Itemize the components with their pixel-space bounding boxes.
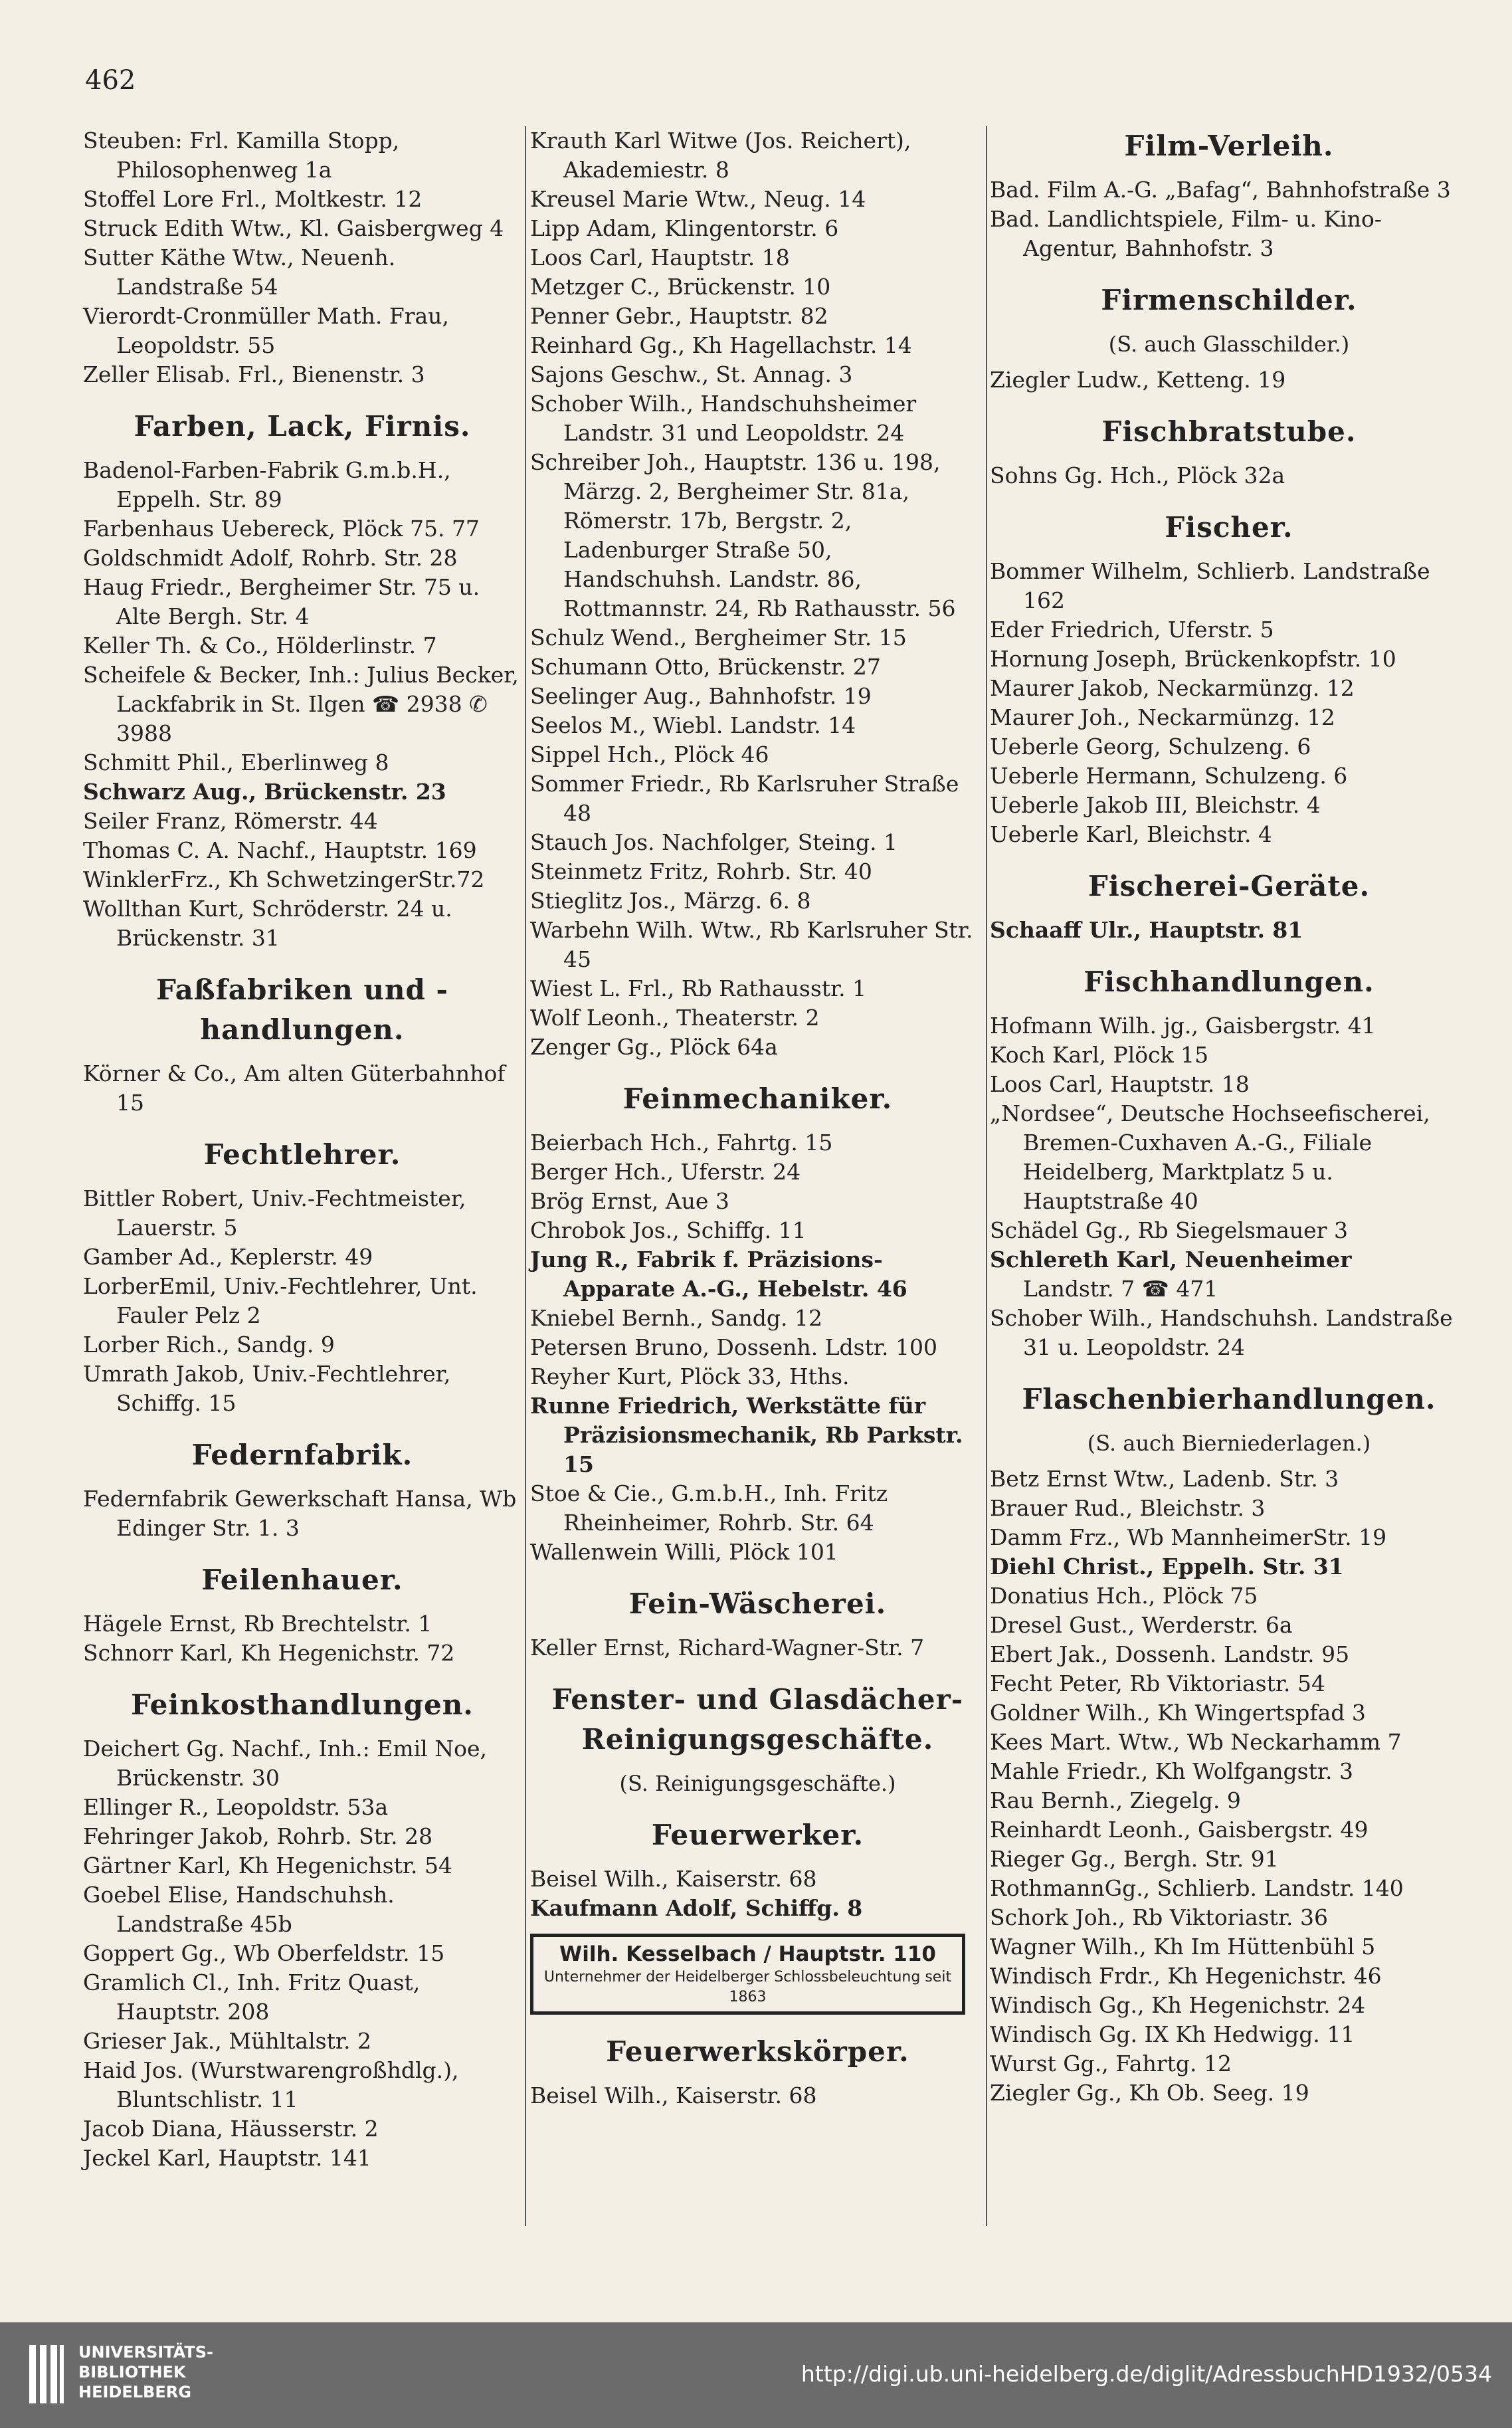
section-heading: Feuerwerker. [651, 1819, 864, 1851]
directory-entry: Schober Wilh., Handschuhsheimer Landstr. 31 und Leopoldstr. 24 [530, 391, 917, 446]
cross-reference-note: (S. Reinigungsgeschäfte.) [619, 1771, 896, 1796]
directory-entry: Hägele Ernst, Rb Brechtelstr. 1 [83, 1611, 432, 1637]
section-heading: Firmenschilder. [1101, 284, 1357, 316]
entry-bold: Schlereth Karl, Neuenheimer [990, 1247, 1352, 1272]
directory-entry: RothmannGg., Schlierb. Landstr. 140 [990, 1875, 1404, 1901]
directory-entry: Bad. Film A.-G. „Bafag“, Bahnhofstraße 3 [990, 177, 1451, 203]
column-divider [525, 126, 526, 2226]
directory-entry: Sohns Gg. Hch., Plöck 32a [990, 462, 1285, 488]
directory-entry: Deichert Gg. Nachf., Inh.: Emil Noe, Brückenstr. 30 [83, 1736, 487, 1791]
directory-entry: Wiest L. Frl., Rb Rathausstr. 1 [530, 975, 867, 1001]
directory-entry: Schulz Wend., Bergheimer Str. 15 [530, 625, 907, 651]
entry-list [83, 1609, 521, 1668]
directory-entry: Bommer Wilhelm, Schlierb. Landstraße 162 [990, 558, 1430, 613]
directory-entry: Ueberle Jakob III, Bleichstr. 4 [990, 792, 1321, 818]
directory-entry: Ebert Jak., Dossenh. Landstr. 95 [990, 1641, 1350, 1667]
entry-list [530, 1479, 985, 1567]
directory-entry: Seiler Franz, Römerstr. 44 [83, 808, 378, 834]
directory-entry: Zenger Gg., Plöck 64a [530, 1034, 778, 1060]
entry-list [530, 1128, 985, 1245]
entry-list [990, 1465, 1468, 1552]
directory-entry: Jacob Diana, Häusserstr. 2 [83, 2116, 379, 2142]
library-footer [0, 2322, 1512, 2428]
directory-entry: Kniebel Bernh., Sandg. 12 [530, 1305, 822, 1331]
column-2 [530, 126, 985, 2110]
directory-entry: Thomas C. A. Nachf., Hauptstr. 169 [83, 837, 477, 863]
directory-entry: Lorber Rich., Sandg. 9 [83, 1332, 335, 1358]
directory-entry: Wolf Leonh., Theaterstr. 2 [530, 1005, 820, 1031]
directory-entry: Schnorr Karl, Kh Hegenichstr. 72 [83, 1640, 455, 1666]
section-heading: Feinkosthandlungen. [131, 1688, 474, 1721]
directory-entry: Goldner Wilh., Kh Wingertspfad 3 [990, 1700, 1366, 1726]
directory-entry: Seelinger Aug., Bahnhofstr. 19 [530, 683, 872, 709]
directory-entry: Grieser Jak., Mühltalstr. 2 [83, 2028, 371, 2054]
directory-entry: Goebel Elise, Handschuhsh. Landstraße 45b [83, 1882, 395, 1937]
directory-entry: Bad. Landlichtspiele, Film- u. Kino-Agentur, Bahnhofstr. 3 [990, 206, 1382, 261]
directory-entry: Hornung Joseph, Brückenkopfstr. 10 [990, 646, 1396, 672]
library-name-line: BIBLIOTHEK [78, 2363, 186, 2381]
directory-entry: „Nordsee“, Deutsche Hochseefischerei, Bremen-Cuxhaven A.-G., Filiale Heidelberg, Marktplatz 5 u. Hauptstraße 40 [990, 1100, 1430, 1214]
entry-list [990, 175, 1468, 263]
directory-entry: Kees Mart. Wtw., Wb Neckarhamm 7 [990, 1729, 1402, 1755]
directory-entry: Mahle Friedr., Kh Wolfgangstr. 3 [990, 1758, 1353, 1784]
directory-entry: Stieglitz Jos., Märzg. 6. 8 [530, 888, 811, 914]
directory-entry: Metzger C., Brückenstr. 10 [530, 274, 831, 300]
directory-entry: Fehringer Jakob, Rohrb. Str. 28 [83, 1823, 433, 1849]
library-logo-icon [27, 2341, 66, 2407]
directory-entry: Ueberle Georg, Schulzeng. 6 [990, 734, 1311, 759]
directory-entry: Windisch Gg. IX Kh Hedwigg. 11 [990, 2021, 1355, 2047]
directory-entry: Fecht Peter, Rb Viktoriastr. 54 [990, 1670, 1325, 1696]
directory-entry: Stoffel Lore Frl., Moltkestr. 12 [83, 186, 423, 212]
entry-list [530, 2081, 985, 2110]
directory-entry: Wallenwein Willi, Plöck 101 [530, 1539, 838, 1565]
section-heading: Feinmechaniker. [622, 1082, 893, 1115]
directory-entry: Goldschmidt Adolf, Rohrb. Str. 28 [83, 545, 458, 571]
cross-reference-note: (S. auch Glasschilder.) [1108, 332, 1350, 357]
entry-list [83, 1184, 521, 1418]
directory-entry: Wurst Gg., Fahrtg. 12 [990, 2051, 1232, 2076]
directory-entry: Rau Bernh., Ziegelg. 9 [990, 1787, 1241, 1813]
section-heading: Faßfabriken und -handlungen. [156, 973, 448, 1046]
entry-bold: Runne Friedrich, Werkstätte für Präzisionsmechanik, Rb Parkstr. 15 [530, 1393, 963, 1477]
entry-list [83, 456, 521, 777]
directory-entry: Sommer Friedr., Rb Karlsruher Straße 48 [530, 771, 959, 826]
entry-list [83, 1059, 521, 1118]
directory-entry: Rieger Gg., Bergh. Str. 91 [990, 1846, 1279, 1872]
entry-list [530, 1304, 985, 1391]
column-divider [986, 126, 987, 2226]
directory-entry: Kreusel Marie Wtw., Neug. 14 [530, 186, 866, 212]
directory-entry: Ziegler Ludw., Ketteng. 19 [990, 367, 1286, 393]
source-url-link[interactable]: http://digi.ub.uni-heidelberg.de/diglit/AdressbuchHD1932/0534 [801, 2361, 1492, 2387]
section-heading: Fischbratstube. [1101, 415, 1357, 448]
directory-entry: Loos Carl, Hauptstr. 18 [990, 1071, 1250, 1097]
directory-entry: Wollthan Kurt, Schröderstr. 24 u. Brückenstr. 31 [83, 896, 452, 951]
section-heading: Fechtlehrer. [203, 1138, 401, 1171]
directory-entry: Scheifele & Becker, Inh.: Julius Becker, Lackfabrik in St. Ilgen ☎ 2938 ✆ 3988 [83, 662, 519, 746]
directory-entry: Betz Ernst Wtw., Ladenb. Str. 3 [990, 1466, 1339, 1492]
directory-entry: Zeller Elisab. Frl., Bienenstr. 3 [83, 361, 425, 387]
directory-entry: Badenol-Farben-Fabrik G.m.b.H., Eppelh. Str. 89 [83, 457, 451, 512]
directory-entry: Penner Gebr., Hauptstr. 82 [530, 303, 828, 329]
entry-list [990, 1011, 1468, 1245]
directory-entry: Hofmann Wilh. jg., Gaisbergstr. 41 [990, 1013, 1376, 1039]
library-name-line: HEIDELBERG [78, 2383, 191, 2401]
library-name-line: UNIVERSITÄTS- [78, 2343, 214, 2362]
section-heading: Fischhandlungen. [1084, 965, 1374, 998]
directory-entry: Reinhardt Leonh., Gaisbergstr. 49 [990, 1817, 1369, 1843]
entry-list [990, 557, 1468, 849]
directory-entry: Petersen Bruno, Dossenh. Ldstr. 100 [530, 1334, 937, 1360]
directory-entry: Ellinger R., Leopoldstr. 53a [83, 1794, 389, 1820]
directory-entry: LorberEmil, Univ.-Fechtlehrer, Unt. Fauler Pelz 2 [83, 1273, 478, 1328]
section-heading: Federnfabrik. [191, 1439, 413, 1471]
directory-entry: Loos Carl, Hauptstr. 18 [530, 245, 790, 270]
directory-entry: Ueberle Karl, Bleichstr. 4 [990, 821, 1272, 847]
directory-entry: Bittler Robert, Univ.-Fechtmeister, Lauerstr. 5 [83, 1185, 466, 1241]
directory-entry: Beierbach Hch., Fahrtg. 15 [530, 1130, 833, 1156]
directory-entry: Reyher Kurt, Plöck 33, Hths. [530, 1364, 850, 1389]
directory-entry: Brauer Rud., Bleichstr. 3 [990, 1495, 1266, 1521]
entry-bold: Jung R., Fabrik f. Präzisions-Apparate A.-G., Hebelstr. 46 [530, 1247, 907, 1302]
ad-title: Wilh. Kesselbach / Hauptstr. 110 [559, 1942, 936, 1966]
entry-list [530, 1633, 985, 1663]
entry-list [83, 126, 521, 389]
page-number: 462 [85, 65, 136, 96]
entry-list [83, 1484, 521, 1543]
directory-entry: Windisch Frdr., Kh Hegenichstr. 46 [990, 1963, 1382, 1989]
column-1 [83, 126, 521, 2173]
section-heading: Farben, Lack, Firnis. [134, 410, 471, 443]
directory-entry: Schreiber Joh., Hauptstr. 136 u. 198, Märzg. 2, Bergheimer Str. 81a, Römerstr. 17b, Bergstr. 2, Ladenburger Straße 50, Handschuhsh. Landstr. 86, Rottmannstr. 24, Rb Rathausstr. 56 [530, 449, 956, 621]
directory-entry: Eder Friedrich, Uferstr. 5 [990, 617, 1274, 643]
directory-entry: Ziegler Gg., Kh Ob. Seeg. 19 [990, 2080, 1309, 2106]
directory-entry: Lipp Adam, Klingentorstr. 6 [530, 215, 839, 241]
ad-subtitle: Unternehmer der Heidelberger Schlossbeleuchtung seit 1863 [543, 1969, 952, 2005]
directory-entry: Warbehn Wilh. Wtw., Rb Karlsruher Str. 45 [530, 917, 973, 972]
directory-entry: Steinmetz Fritz, Rohrb. Str. 40 [530, 859, 872, 884]
directory-entry: Gamber Ad., Keplerstr. 49 [83, 1244, 373, 1270]
directory-entry: Krauth Karl Witwe (Jos. Reichert), Akademiestr. 8 [530, 128, 911, 183]
directory-entry: Maurer Joh., Neckarmünzg. 12 [990, 704, 1335, 730]
directory-entry: Stoe & Cie., G.m.b.H., Inh. Fritz Rheinheimer, Rohrb. Str. 64 [530, 1480, 888, 1536]
directory-entry: Schober Wilh., Handschuhsh. Landstraße 31 u. Leopoldstr. 24 [990, 1305, 1453, 1360]
entry-bold: Kaufmann Adolf, Schiffg. 8 [530, 1895, 863, 1921]
entry-list [83, 1734, 521, 2173]
entry-bold: Schaaff Ulr., Hauptstr. 81 [990, 917, 1303, 943]
directory-entry: Ueberle Hermann, Schulzeng. 6 [990, 763, 1348, 789]
section-heading: Flaschenbierhandlungen. [1022, 1383, 1436, 1415]
directory-entry: Keller Th. & Co., Hölderlinstr. 7 [83, 633, 437, 658]
directory-entry: Jeckel Karl, Hauptstr. 141 [83, 2145, 371, 2171]
directory-entry: Beisel Wilh., Kaiserstr. 68 [530, 2082, 817, 2108]
entry-list [530, 126, 985, 1062]
directory-entry: Dresel Gust., Werderstr. 6a [990, 1612, 1293, 1638]
directory-entry: Farbenhaus Uebereck, Plöck 75. 77 [83, 516, 480, 542]
section-heading: Fischer. [1165, 511, 1293, 544]
directory-entry: Keller Ernst, Richard-Wagner-Str. 7 [530, 1635, 925, 1661]
section-heading: Feuerwerkskörper. [606, 2035, 909, 2068]
entry-bold: Schwarz Aug., Brückenstr. 23 [83, 779, 446, 805]
directory-entry: Struck Edith Wtw., Kl. Gaisbergweg 4 [83, 215, 504, 241]
entry-list [990, 1304, 1468, 1362]
directory-entry: Brög Ernst, Aue 3 [530, 1188, 729, 1214]
directory-entry: Maurer Jakob, Neckarmünzg. 12 [990, 675, 1355, 701]
column-3 [990, 126, 1468, 2108]
advertisement-box [530, 1934, 965, 2015]
directory-entry: Chrobok Jos., Schiffg. 11 [530, 1217, 806, 1243]
directory-entry: WinklerFrz., Kh SchwetzingerStr.72 [83, 866, 485, 892]
directory-entry: Sutter Käthe Wtw., Neuenh. Landstraße 54 [83, 245, 396, 300]
directory-entry: Reinhard Gg., Kh Hagellachstr. 14 [530, 332, 912, 358]
entry-bold: Diehl Christ., Eppelh. Str. 31 [990, 1554, 1344, 1579]
directory-entry: Schädel Gg., Rb Siegelsmauer 3 [990, 1217, 1348, 1243]
section-heading: Feilenhauer. [201, 1564, 403, 1596]
entry-list [990, 461, 1468, 490]
cross-reference-note: (S. auch Bierniederlagen.) [1087, 1431, 1371, 1456]
section-heading: Fischerei-Geräte. [1087, 870, 1370, 902]
entry-list [990, 1581, 1468, 2108]
directory-entry: Federnfabrik Gewerkschaft Hansa, Wb Edinger Str. 1. 3 [83, 1486, 517, 1541]
directory-entry: Umrath Jakob, Univ.-Fechtlehrer, Schiffg. 15 [83, 1361, 451, 1416]
directory-entry: Schork Joh., Rb Viktoriastr. 36 [990, 1904, 1329, 1930]
directory-entry: Berger Hch., Uferstr. 24 [530, 1159, 801, 1185]
library-name [78, 2342, 213, 2402]
directory-entry: Haug Friedr., Bergheimer Str. 75 u. Alte Bergh. Str. 4 [83, 574, 480, 629]
directory-entry: Gärtner Karl, Kh Hegenichstr. 54 [83, 1853, 452, 1878]
directory-entry: Donatius Hch., Plöck 75 [990, 1583, 1258, 1609]
directory-entry: Seelos M., Wiebl. Landstr. 14 [530, 712, 856, 738]
directory-entry: Schmitt Phil., Eberlinweg 8 [83, 750, 389, 775]
directory-entry: Koch Karl, Plöck 15 [990, 1042, 1209, 1068]
entry-list [990, 365, 1468, 395]
directory-entry: Beisel Wilh., Kaiserstr. 68 [530, 1866, 817, 1892]
directory-entry: Haid Jos. (Wurstwarengroßhdlg.), Bluntschlistr. 11 [83, 2057, 459, 2112]
section-heading: Film-Verleih. [1124, 130, 1334, 162]
directory-entry: Steuben: Frl. Kamilla Stopp, Philosophenweg 1a [83, 128, 400, 183]
directory-entry: Windisch Gg., Kh Hegenichstr. 24 [990, 1992, 1366, 2018]
directory-entry: Stauch Jos. Nachfolger, Steing. 1 [530, 829, 898, 855]
section-heading: Fenster- und Glasdächer-Reinigungsgeschäfte. [551, 1683, 964, 1756]
directory-entry: Vierordt-Cronmüller Math. Frau, Leopoldstr. 55 [83, 303, 449, 358]
entry-list [83, 807, 521, 953]
directory-entry: Sajons Geschw., St. Annag. 3 [530, 361, 853, 387]
directory-entry: Damm Frz., Wb MannheimerStr. 19 [990, 1524, 1387, 1550]
directory-entry: Goppert Gg., Wb Oberfeldstr. 15 [83, 1940, 445, 1966]
section-heading: Fein-Wäscherei. [628, 1587, 887, 1620]
entry-continuation: Landstr. 7 ☎ 471 [1023, 1276, 1218, 1302]
entry-list [530, 1865, 985, 1894]
directory-entry: Körner & Co., Am alten Güterbahnhof 15 [83, 1061, 506, 1116]
directory-entry: Sippel Hch., Plöck 46 [530, 742, 769, 767]
directory-entry: Schumann Otto, Brückenstr. 27 [530, 654, 881, 680]
directory-entry: Wagner Wilh., Kh Im Hüttenbühl 5 [990, 1934, 1376, 1960]
directory-entry: Gramlich Cl., Inh. Fritz Quast, Hauptstr. 208 [83, 1970, 421, 2025]
